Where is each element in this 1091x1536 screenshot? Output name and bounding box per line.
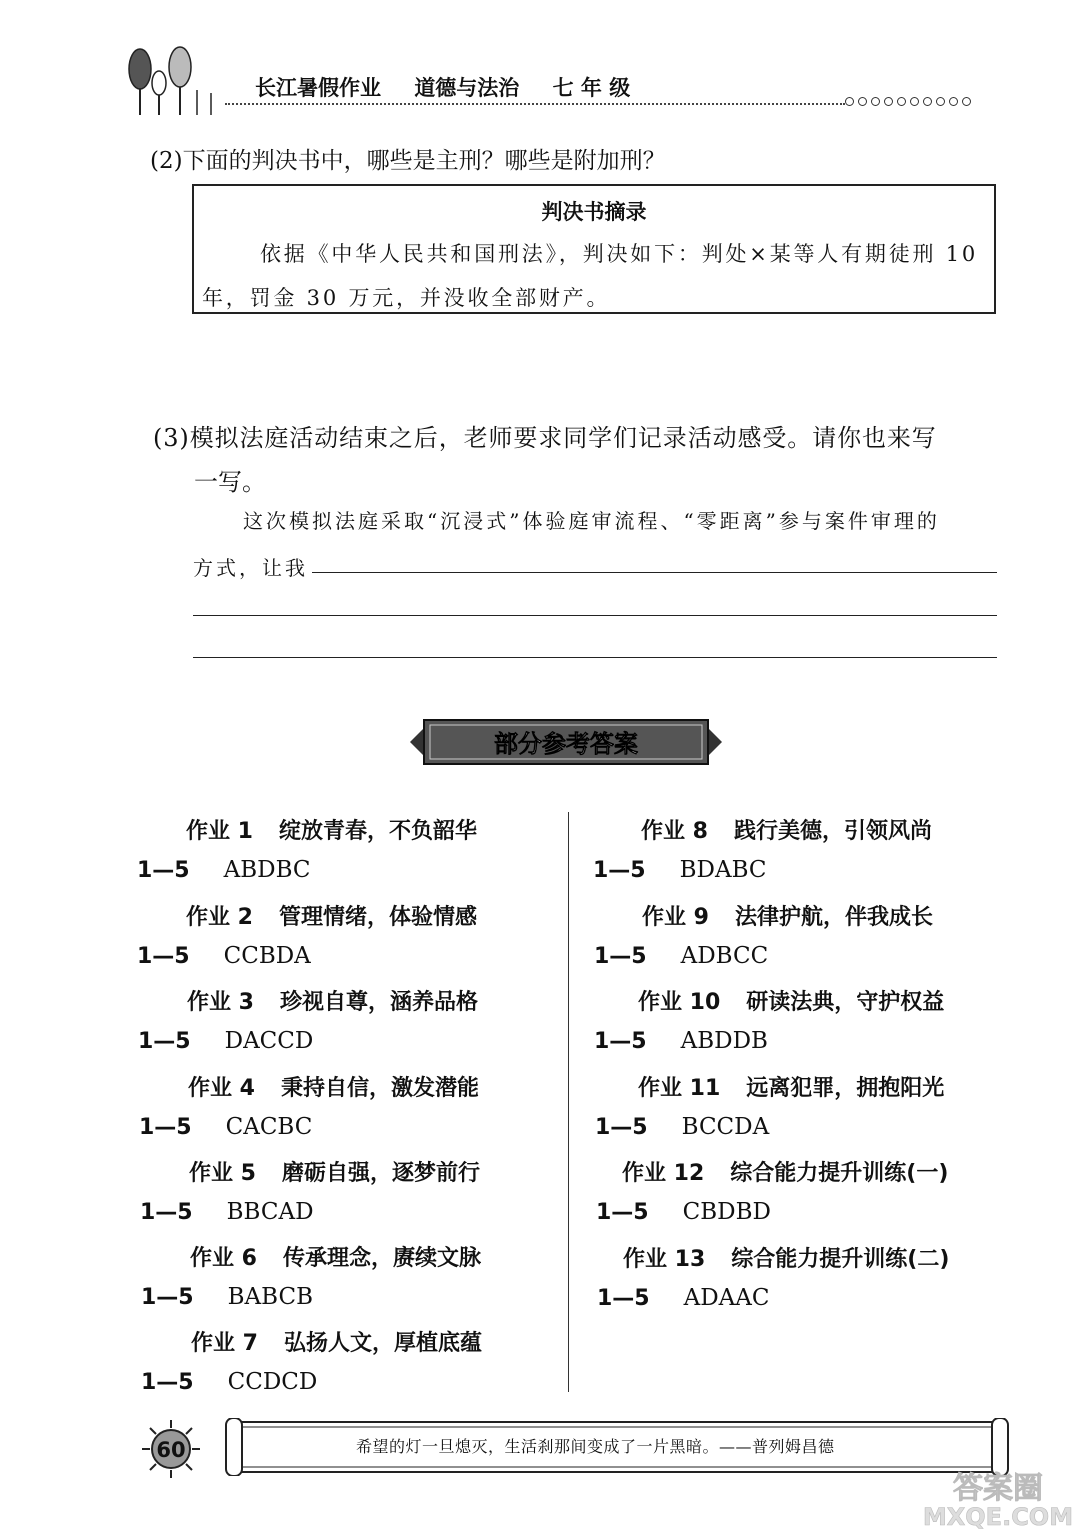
answer-left-1-title: 作业 1 绽放青春，不负韶华 [186,819,477,844]
answer-right-9-title: 作业 9 法律护航，伴我成长 [642,905,933,930]
answer-right-11-row: 1—5 BCCDA [595,1114,770,1140]
answer-right-10-row: 1—5 ABDDB [594,1028,768,1054]
answer-left-2-title: 作业 2 管理情绪，体验情感 [186,905,477,930]
header-title [255,72,656,102]
column-divider [568,812,569,1392]
answer-right-8-title: 作业 8 践行美德，引领风尚 [641,819,932,844]
answer-left-5-title: 作业 5 磨砺自强，逐梦前行 [189,1161,480,1186]
excerpt-title: 判决书摘录 [541,200,647,224]
answer-left-4-row: 1—5 CACBC [139,1114,313,1140]
answer-right-11-title: 作业 11 远离犯罪，拥抱阳光 [638,1076,945,1101]
header-series: 长江暑假作业 [255,76,381,100]
answer-left-6-title: 作业 6 传承理念，赓续文脉 [190,1246,481,1271]
answer-prompt-line-2: 方式，让我 [193,556,308,580]
answer-blank-line-1[interactable] [312,572,997,573]
answer-left-5-row: 1—5 BBCAD [140,1199,314,1225]
header-rule [225,103,845,105]
question-3-line-1: (3)模拟法庭活动结束之后，老师要求同学们记录活动感受。请你也来写 [153,424,937,452]
answer-prompt-line-1: 这次模拟法庭采取“沉浸式”体验庭审流程、“零距离”参与案件审理的 [243,509,940,533]
answer-blank-line-2[interactable] [193,615,997,616]
page-number-sun-icon [140,1418,202,1480]
banner-title: 部分参考答案 [494,730,638,758]
header-subject: 道德与法治 [414,76,520,100]
judgment-excerpt-box [192,184,996,314]
answer-right-9-row: 1—5 ADBCC [594,943,769,969]
header-grade: 七 年 级 [552,76,631,100]
question-2: (2)下面的判决书中，哪些是主刑？哪些是附加刑？ [150,148,666,174]
answer-right-13-title: 作业 13 综合能力提升训练(二) [623,1247,950,1272]
answer-right-12-title: 作业 12 综合能力提升训练(一) [622,1161,949,1186]
answer-right-8-row: 1—5 BDABC [593,857,767,883]
answer-left-1-row: 1—5 ABDBC [137,857,311,883]
answer-left-4-title: 作业 4 秉持自信，激发潜能 [188,1076,479,1101]
header-dots-decoration [845,97,971,106]
answers-banner [410,712,722,772]
watermark-logo [918,1470,1078,1530]
excerpt-line-2: 年，罚金 30 万元，并没收全部财产。 [202,286,611,310]
excerpt-line-1: 依据《中华人民共和国刑法》，判决如下：判处×某等人有期徒刑 10 [260,242,979,266]
answer-left-3-title: 作业 3 珍视自尊，涵养品格 [187,990,478,1015]
answer-right-10-title: 作业 10 研读法典，守护权益 [638,990,945,1015]
answer-left-3-row: 1—5 DACCD [138,1028,314,1054]
answer-left-7-title: 作业 7 弘扬人文，厚植底蕴 [191,1331,482,1356]
answer-blank-line-3[interactable] [193,657,997,658]
answer-left-2-row: 1—5 CCBDA [137,943,311,969]
svg-text:答案圈: 答案圈 [953,1471,1043,1506]
answer-right-12-row: 1—5 CBDBD [596,1199,771,1225]
svg-text:MXQE.COM: MXQE.COM [922,1503,1074,1530]
answer-left-7-row: 1—5 CCDCD [141,1369,318,1395]
answer-right-13-row: 1—5 ADAAC [597,1285,770,1311]
footer-quote: 希望的灯一旦熄灭，生活刹那间变成了一片黑暗。——普列姆昌德 [356,1437,835,1456]
trees-decoration-icon [125,45,225,115]
question-3-line-2: 一写。 [194,468,266,496]
answer-left-6-row: 1—5 BABCB [141,1284,313,1310]
page-number: 60 [156,1438,186,1462]
